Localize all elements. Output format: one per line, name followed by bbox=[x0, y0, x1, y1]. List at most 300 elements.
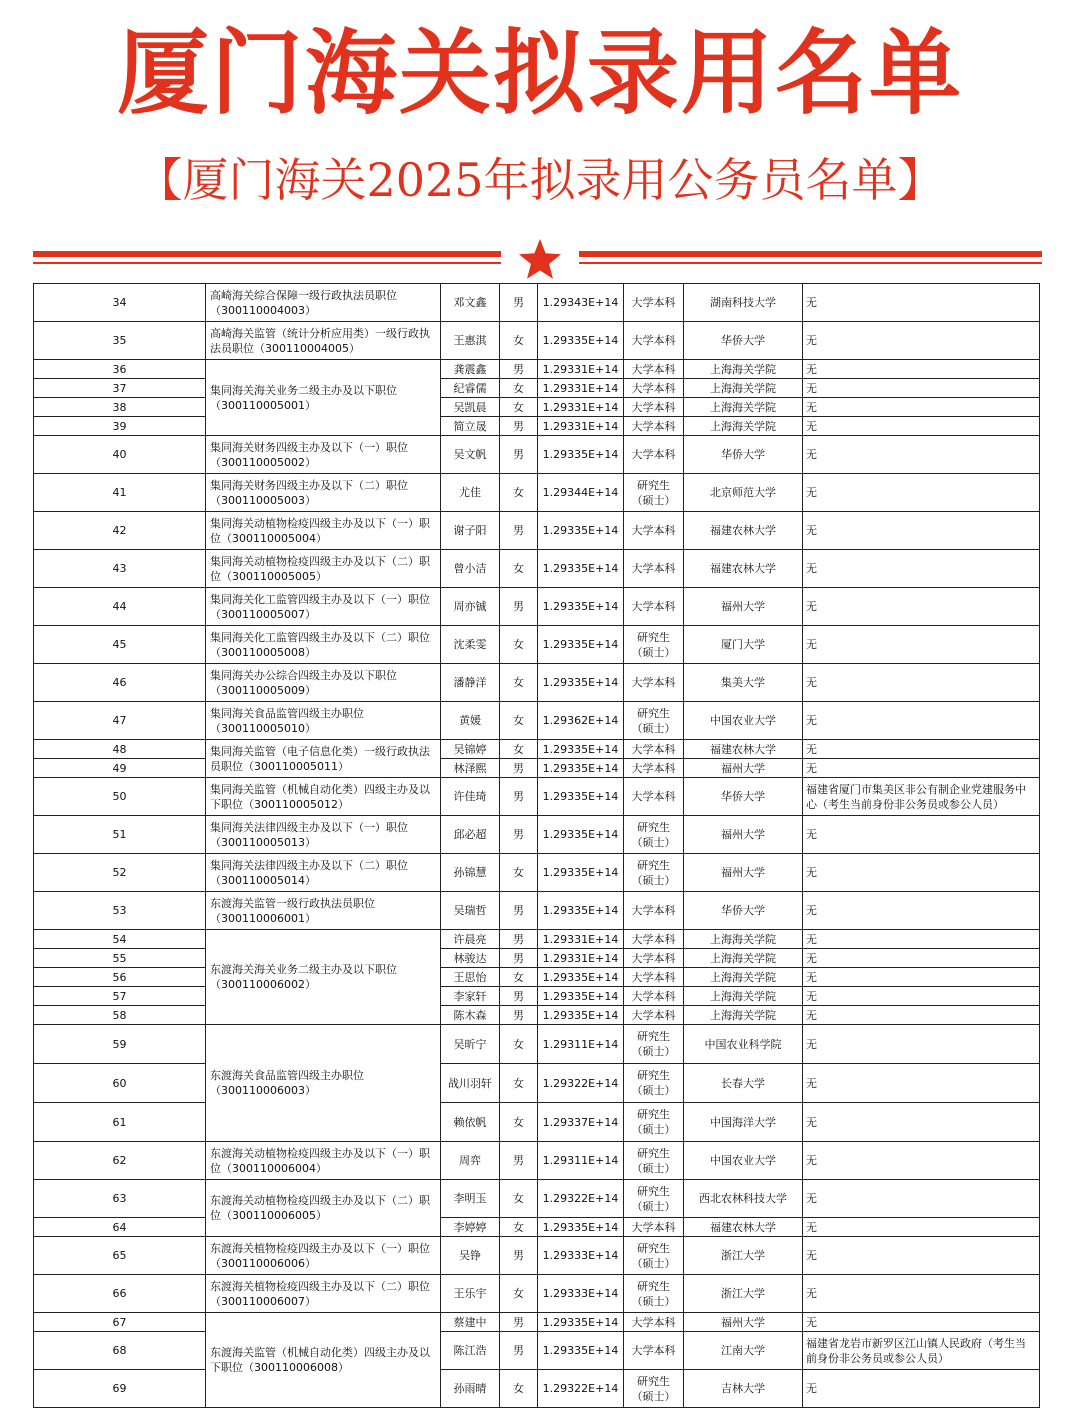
table-row bbox=[34, 1064, 1040, 1103]
gender-cell: 男 bbox=[500, 588, 538, 626]
name-cell: 周亦铖 bbox=[441, 588, 500, 626]
school-cell: 中国海洋大学 bbox=[684, 1103, 803, 1142]
note-cell: 无 bbox=[803, 1180, 1040, 1218]
note-cell: 无 bbox=[803, 512, 1040, 550]
table-row bbox=[34, 816, 1040, 854]
position-cell: 集同海关监管（机械自动化类）四级主办及以下职位（300110005012） bbox=[206, 778, 441, 816]
exam-id-cell: 1.29343E+14 bbox=[538, 284, 624, 322]
gender-cell: 女 bbox=[500, 550, 538, 588]
row-number-cell: 37 bbox=[34, 379, 206, 398]
table-row bbox=[34, 436, 1040, 474]
gender-cell: 女 bbox=[500, 1180, 538, 1218]
position-cell: 东渡海关海关业务二级主办及以下职位（300110006002） bbox=[206, 930, 441, 1025]
name-cell: 曾小洁 bbox=[441, 550, 500, 588]
row-number-cell: 36 bbox=[34, 360, 206, 379]
table-row bbox=[34, 854, 1040, 892]
table-row bbox=[34, 322, 1040, 360]
position-cell: 高崎海关监管（统计分析应用类）一级行政执法员职位（300110004005） bbox=[206, 322, 441, 360]
note-cell: 无 bbox=[803, 550, 1040, 588]
row-number-cell: 45 bbox=[34, 626, 206, 664]
gender-cell: 男 bbox=[500, 512, 538, 550]
school-cell: 上海海关学院 bbox=[684, 1006, 803, 1025]
name-cell: 战川羽轩 bbox=[441, 1064, 500, 1103]
education-cell: 研究生（硕士） bbox=[624, 1025, 684, 1064]
position-cell: 集同海关食品监管四级主办职位（300110005010） bbox=[206, 702, 441, 740]
school-cell: 福州大学 bbox=[684, 588, 803, 626]
exam-id-cell: 1.29335E+14 bbox=[538, 436, 624, 474]
row-number-cell: 42 bbox=[34, 512, 206, 550]
position-cell: 东渡海关植物检疫四级主办及以下（一）职位（300110006006） bbox=[206, 1237, 441, 1275]
position-cell: 东渡海关动植物检疫四级主办及以下（一）职位（300110006004） bbox=[206, 1142, 441, 1180]
exam-id-cell: 1.29335E+14 bbox=[538, 892, 624, 930]
gender-cell: 女 bbox=[500, 322, 538, 360]
exam-id-cell: 1.29335E+14 bbox=[538, 322, 624, 360]
table-row bbox=[34, 1142, 1040, 1180]
gender-cell: 男 bbox=[500, 1006, 538, 1025]
row-number-cell: 65 bbox=[34, 1237, 206, 1275]
name-cell: 吴凯晨 bbox=[441, 398, 500, 417]
education-cell: 大学本科 bbox=[624, 778, 684, 816]
school-cell: 华侨大学 bbox=[684, 778, 803, 816]
row-number-cell: 55 bbox=[34, 949, 206, 968]
table-row bbox=[34, 588, 1040, 626]
table-row bbox=[34, 1006, 1040, 1025]
school-cell: 北京师范大学 bbox=[684, 474, 803, 512]
name-cell: 许佳琦 bbox=[441, 778, 500, 816]
gender-cell: 男 bbox=[500, 892, 538, 930]
position-cell: 集同海关财务四级主办及以下（二）职位（300110005003） bbox=[206, 474, 441, 512]
table-row bbox=[34, 417, 1040, 436]
position-cell: 集同海关法律四级主办及以下（二）职位（300110005014） bbox=[206, 854, 441, 892]
gender-cell: 女 bbox=[500, 1103, 538, 1142]
exam-id-cell: 1.29335E+14 bbox=[538, 1006, 624, 1025]
note-cell: 无 bbox=[803, 740, 1040, 759]
row-number-cell: 43 bbox=[34, 550, 206, 588]
note-cell: 无 bbox=[803, 816, 1040, 854]
gender-cell: 女 bbox=[500, 1064, 538, 1103]
exam-id-cell: 1.29322E+14 bbox=[538, 1180, 624, 1218]
exam-id-cell: 1.29331E+14 bbox=[538, 417, 624, 436]
exam-id-cell: 1.29335E+14 bbox=[538, 854, 624, 892]
position-cell: 集同海关财务四级主办及以下（一）职位（300110005002） bbox=[206, 436, 441, 474]
note-cell: 无 bbox=[803, 1218, 1040, 1237]
exam-id-cell: 1.29362E+14 bbox=[538, 702, 624, 740]
exam-id-cell: 1.29335E+14 bbox=[538, 740, 624, 759]
education-cell: 大学本科 bbox=[624, 759, 684, 778]
name-cell: 王惠淇 bbox=[441, 322, 500, 360]
position-cell: 集同海关动植物检疫四级主办及以下（一）职位（300110005004） bbox=[206, 512, 441, 550]
school-cell: 福建农林大学 bbox=[684, 550, 803, 588]
row-number-cell: 60 bbox=[34, 1064, 206, 1103]
school-cell: 浙江大学 bbox=[684, 1275, 803, 1313]
education-cell: 大学本科 bbox=[624, 512, 684, 550]
education-cell: 大学本科 bbox=[624, 417, 684, 436]
education-cell: 大学本科 bbox=[624, 664, 684, 702]
table-row bbox=[34, 759, 1040, 778]
table-row bbox=[34, 550, 1040, 588]
row-number-cell: 39 bbox=[34, 417, 206, 436]
education-cell: 研究生（硕士） bbox=[624, 1275, 684, 1313]
star-icon bbox=[519, 239, 561, 279]
note-cell: 无 bbox=[803, 702, 1040, 740]
name-cell: 林骏达 bbox=[441, 949, 500, 968]
star-divider bbox=[0, 236, 1080, 286]
table-row bbox=[34, 1237, 1040, 1275]
school-cell: 福建农林大学 bbox=[684, 740, 803, 759]
row-number-cell: 44 bbox=[34, 588, 206, 626]
school-cell: 上海海关学院 bbox=[684, 949, 803, 968]
school-cell: 上海海关学院 bbox=[684, 379, 803, 398]
education-cell: 大学本科 bbox=[624, 740, 684, 759]
gender-cell: 男 bbox=[500, 1142, 538, 1180]
page-subtitle: 【厦门海关2025年拟录用公务员名单】 bbox=[136, 153, 944, 207]
exam-id-cell: 1.29335E+14 bbox=[538, 1218, 624, 1237]
gender-cell: 男 bbox=[500, 1237, 538, 1275]
education-cell: 研究生（硕士） bbox=[624, 1370, 684, 1408]
exam-id-cell: 1.29311E+14 bbox=[538, 1142, 624, 1180]
school-cell: 华侨大学 bbox=[684, 322, 803, 360]
name-cell: 谢子阳 bbox=[441, 512, 500, 550]
table-row bbox=[34, 474, 1040, 512]
education-cell: 大学本科 bbox=[624, 968, 684, 987]
education-cell: 研究生（硕士） bbox=[624, 702, 684, 740]
position-cell: 集同海关动植物检疫四级主办及以下（二）职位（300110005005） bbox=[206, 550, 441, 588]
table-row bbox=[34, 702, 1040, 740]
school-cell: 福州大学 bbox=[684, 854, 803, 892]
education-cell: 研究生（硕士） bbox=[624, 1103, 684, 1142]
note-cell: 无 bbox=[803, 398, 1040, 417]
gender-cell: 男 bbox=[500, 930, 538, 949]
row-number-cell: 40 bbox=[34, 436, 206, 474]
name-cell: 王乐宇 bbox=[441, 1275, 500, 1313]
table-row bbox=[34, 949, 1040, 968]
row-number-cell: 58 bbox=[34, 1006, 206, 1025]
education-cell: 大学本科 bbox=[624, 550, 684, 588]
table-row bbox=[34, 778, 1040, 816]
gender-cell: 女 bbox=[500, 1218, 538, 1237]
note-cell: 无 bbox=[803, 379, 1040, 398]
exam-id-cell: 1.29344E+14 bbox=[538, 474, 624, 512]
row-number-cell: 62 bbox=[34, 1142, 206, 1180]
table-row bbox=[34, 740, 1040, 759]
table-row bbox=[34, 664, 1040, 702]
note-cell: 无 bbox=[803, 987, 1040, 1006]
exam-id-cell: 1.29333E+14 bbox=[538, 1275, 624, 1313]
note-cell: 无 bbox=[803, 759, 1040, 778]
school-cell: 福州大学 bbox=[684, 1313, 803, 1332]
position-cell: 集同海关监管（电子信息化类）一级行政执法员职位（300110005011） bbox=[206, 740, 441, 778]
row-number-cell: 66 bbox=[34, 1275, 206, 1313]
row-number-cell: 54 bbox=[34, 930, 206, 949]
page-title: 厦门海关拟录用名单 bbox=[116, 19, 963, 127]
education-cell: 大学本科 bbox=[624, 379, 684, 398]
name-cell: 龚震鑫 bbox=[441, 360, 500, 379]
position-cell: 集同海关化工监管四级主办及以下（二）职位（300110005008） bbox=[206, 626, 441, 664]
exam-id-cell: 1.29335E+14 bbox=[538, 987, 624, 1006]
name-cell: 李家轩 bbox=[441, 987, 500, 1006]
row-number-cell: 57 bbox=[34, 987, 206, 1006]
note-cell: 无 bbox=[803, 360, 1040, 379]
school-cell: 上海海关学院 bbox=[684, 968, 803, 987]
name-cell: 邓文鑫 bbox=[441, 284, 500, 322]
gender-cell: 男 bbox=[500, 360, 538, 379]
education-cell: 研究生（硕士） bbox=[624, 854, 684, 892]
table-row bbox=[34, 930, 1040, 949]
exam-id-cell: 1.29335E+14 bbox=[538, 588, 624, 626]
table-row bbox=[34, 968, 1040, 987]
education-cell: 大学本科 bbox=[624, 360, 684, 379]
name-cell: 黄媛 bbox=[441, 702, 500, 740]
gender-cell: 男 bbox=[500, 816, 538, 854]
note-cell: 无 bbox=[803, 626, 1040, 664]
education-cell: 大学本科 bbox=[624, 892, 684, 930]
education-cell: 大学本科 bbox=[624, 930, 684, 949]
education-cell: 大学本科 bbox=[624, 284, 684, 322]
school-cell: 浙江大学 bbox=[684, 1237, 803, 1275]
note-cell: 无 bbox=[803, 1370, 1040, 1408]
school-cell: 江南大学 bbox=[684, 1332, 803, 1370]
school-cell: 厦门大学 bbox=[684, 626, 803, 664]
position-cell: 集同海关法律四级主办及以下（一）职位（300110005013） bbox=[206, 816, 441, 854]
exam-id-cell: 1.29331E+14 bbox=[538, 360, 624, 379]
name-cell: 孙雨晴 bbox=[441, 1370, 500, 1408]
education-cell: 大学本科 bbox=[624, 398, 684, 417]
row-number-cell: 61 bbox=[34, 1103, 206, 1142]
row-number-cell: 52 bbox=[34, 854, 206, 892]
gender-cell: 男 bbox=[500, 436, 538, 474]
exam-id-cell: 1.29337E+14 bbox=[538, 1103, 624, 1142]
gender-cell: 女 bbox=[500, 664, 538, 702]
table-row bbox=[34, 379, 1040, 398]
row-number-cell: 67 bbox=[34, 1313, 206, 1332]
education-cell: 大学本科 bbox=[624, 1332, 684, 1370]
gender-cell: 女 bbox=[500, 854, 538, 892]
position-cell: 东渡海关植物检疫四级主办及以下（二）职位（300110006007） bbox=[206, 1275, 441, 1313]
school-cell: 湖南科技大学 bbox=[684, 284, 803, 322]
row-number-cell: 48 bbox=[34, 740, 206, 759]
exam-id-cell: 1.29335E+14 bbox=[538, 778, 624, 816]
education-cell: 研究生（硕士） bbox=[624, 626, 684, 664]
gender-cell: 男 bbox=[500, 987, 538, 1006]
name-cell: 林泽熙 bbox=[441, 759, 500, 778]
school-cell: 上海海关学院 bbox=[684, 360, 803, 379]
exam-id-cell: 1.29322E+14 bbox=[538, 1370, 624, 1408]
row-number-cell: 64 bbox=[34, 1218, 206, 1237]
note-cell: 无 bbox=[803, 1142, 1040, 1180]
name-cell: 李明玉 bbox=[441, 1180, 500, 1218]
table-row bbox=[34, 626, 1040, 664]
education-cell: 大学本科 bbox=[624, 588, 684, 626]
school-cell: 福建农林大学 bbox=[684, 512, 803, 550]
gender-cell: 男 bbox=[500, 759, 538, 778]
position-cell: 东渡海关食品监管四级主办职位（300110006003） bbox=[206, 1025, 441, 1142]
table-row bbox=[34, 892, 1040, 930]
name-cell: 陈江浩 bbox=[441, 1332, 500, 1370]
row-number-cell: 68 bbox=[34, 1332, 206, 1370]
note-cell: 无 bbox=[803, 1064, 1040, 1103]
gender-cell: 女 bbox=[500, 1025, 538, 1064]
gender-cell: 女 bbox=[500, 474, 538, 512]
row-number-cell: 49 bbox=[34, 759, 206, 778]
position-cell: 集同海关化工监管四级主办及以下（一）职位（300110005007） bbox=[206, 588, 441, 626]
note-cell: 无 bbox=[803, 854, 1040, 892]
exam-id-cell: 1.29335E+14 bbox=[538, 1313, 624, 1332]
education-cell: 大学本科 bbox=[624, 949, 684, 968]
gender-cell: 女 bbox=[500, 968, 538, 987]
name-cell: 孙锦慧 bbox=[441, 854, 500, 892]
row-number-cell: 41 bbox=[34, 474, 206, 512]
school-cell: 长春大学 bbox=[684, 1064, 803, 1103]
hire-list-table bbox=[33, 283, 1039, 1408]
education-cell: 大学本科 bbox=[624, 987, 684, 1006]
row-number-cell: 47 bbox=[34, 702, 206, 740]
school-cell: 西北农林科技大学 bbox=[684, 1180, 803, 1218]
gender-cell: 男 bbox=[500, 1332, 538, 1370]
name-cell: 沈柔雯 bbox=[441, 626, 500, 664]
row-number-cell: 53 bbox=[34, 892, 206, 930]
exam-id-cell: 1.29335E+14 bbox=[538, 512, 624, 550]
school-cell: 华侨大学 bbox=[684, 892, 803, 930]
row-number-cell: 38 bbox=[34, 398, 206, 417]
gender-cell: 男 bbox=[500, 778, 538, 816]
school-cell: 上海海关学院 bbox=[684, 987, 803, 1006]
name-cell: 陈木森 bbox=[441, 1006, 500, 1025]
education-cell: 研究生（硕士） bbox=[624, 1064, 684, 1103]
table-row bbox=[34, 1218, 1040, 1237]
school-cell: 华侨大学 bbox=[684, 436, 803, 474]
row-number-cell: 59 bbox=[34, 1025, 206, 1064]
table-row bbox=[34, 398, 1040, 417]
education-cell: 研究生（硕士） bbox=[624, 1180, 684, 1218]
position-cell: 东渡海关监管（机械自动化类）四级主办及以下职位（300110006008） bbox=[206, 1313, 441, 1408]
name-cell: 吴昕宁 bbox=[441, 1025, 500, 1064]
divider-line-right-bottom bbox=[579, 262, 1042, 264]
school-cell: 吉林大学 bbox=[684, 1370, 803, 1408]
note-cell: 无 bbox=[803, 1103, 1040, 1142]
education-cell: 研究生（硕士） bbox=[624, 1142, 684, 1180]
note-cell: 无 bbox=[803, 1006, 1040, 1025]
note-cell: 无 bbox=[803, 322, 1040, 360]
row-number-cell: 69 bbox=[34, 1370, 206, 1408]
table-row bbox=[34, 1313, 1040, 1332]
education-cell: 大学本科 bbox=[624, 1006, 684, 1025]
note-cell: 无 bbox=[803, 436, 1040, 474]
divider-line-left-top bbox=[33, 251, 501, 257]
row-number-cell: 56 bbox=[34, 968, 206, 987]
note-cell: 无 bbox=[803, 1275, 1040, 1313]
name-cell: 尤佳 bbox=[441, 474, 500, 512]
row-number-cell: 63 bbox=[34, 1180, 206, 1218]
note-cell: 无 bbox=[803, 892, 1040, 930]
table-row bbox=[34, 987, 1040, 1006]
row-number-cell: 51 bbox=[34, 816, 206, 854]
name-cell: 蔡建中 bbox=[441, 1313, 500, 1332]
school-cell: 中国农业大学 bbox=[684, 702, 803, 740]
name-cell: 赖依帆 bbox=[441, 1103, 500, 1142]
exam-id-cell: 1.29335E+14 bbox=[538, 968, 624, 987]
table-row bbox=[34, 284, 1040, 322]
name-cell: 纪睿儒 bbox=[441, 379, 500, 398]
row-number-cell: 46 bbox=[34, 664, 206, 702]
school-cell: 福州大学 bbox=[684, 759, 803, 778]
exam-id-cell: 1.29331E+14 bbox=[538, 398, 624, 417]
exam-id-cell: 1.29335E+14 bbox=[538, 550, 624, 588]
table-row bbox=[34, 1025, 1040, 1064]
education-cell: 大学本科 bbox=[624, 1313, 684, 1332]
note-cell: 福建省龙岩市新罗区江山镇人民政府（考生当前身份非公务员或参公人员） bbox=[803, 1332, 1040, 1370]
table-row bbox=[34, 1180, 1040, 1218]
table-row bbox=[34, 360, 1040, 379]
name-cell: 潘静洋 bbox=[441, 664, 500, 702]
school-cell: 福州大学 bbox=[684, 816, 803, 854]
name-cell: 李婷婷 bbox=[441, 1218, 500, 1237]
position-cell: 东渡海关动植物检疫四级主办及以下（二）职位（300110006005） bbox=[206, 1180, 441, 1237]
education-cell: 大学本科 bbox=[624, 1218, 684, 1237]
position-cell: 集同海关办公综合四级主办及以下职位（300110005009） bbox=[206, 664, 441, 702]
note-cell: 无 bbox=[803, 588, 1040, 626]
exam-id-cell: 1.29331E+14 bbox=[538, 379, 624, 398]
table-row bbox=[34, 1332, 1040, 1370]
name-cell: 吴文帆 bbox=[441, 436, 500, 474]
school-cell: 上海海关学院 bbox=[684, 417, 803, 436]
exam-id-cell: 1.29335E+14 bbox=[538, 626, 624, 664]
table-row bbox=[34, 1370, 1040, 1408]
school-cell: 上海海关学院 bbox=[684, 930, 803, 949]
school-cell: 中国农业大学 bbox=[684, 1142, 803, 1180]
school-cell: 福建农林大学 bbox=[684, 1218, 803, 1237]
table-row bbox=[34, 1103, 1040, 1142]
position-cell: 东渡海关监管一级行政执法员职位（300110006001） bbox=[206, 892, 441, 930]
note-cell: 无 bbox=[803, 474, 1040, 512]
gender-cell: 女 bbox=[500, 1370, 538, 1408]
exam-id-cell: 1.29335E+14 bbox=[538, 664, 624, 702]
gender-cell: 男 bbox=[500, 949, 538, 968]
gender-cell: 男 bbox=[500, 284, 538, 322]
gender-cell: 男 bbox=[500, 417, 538, 436]
education-cell: 大学本科 bbox=[624, 322, 684, 360]
name-cell: 吴铮 bbox=[441, 1237, 500, 1275]
table-row bbox=[34, 512, 1040, 550]
divider-line-right-top bbox=[579, 251, 1042, 257]
exam-id-cell: 1.29335E+14 bbox=[538, 816, 624, 854]
education-cell: 研究生（硕士） bbox=[624, 474, 684, 512]
note-cell: 福建省厦门市集美区非公有制企业党建服务中心（考生当前身份非公务员或参公人员） bbox=[803, 778, 1040, 816]
exam-id-cell: 1.29331E+14 bbox=[538, 949, 624, 968]
table-row bbox=[34, 1275, 1040, 1313]
position-cell: 集同海关海关业务二级主办及以下职位（300110005001） bbox=[206, 360, 441, 436]
school-cell: 上海海关学院 bbox=[684, 398, 803, 417]
divider-line-left-bottom bbox=[33, 262, 501, 264]
education-cell: 研究生（硕士） bbox=[624, 816, 684, 854]
gender-cell: 女 bbox=[500, 626, 538, 664]
note-cell: 无 bbox=[803, 417, 1040, 436]
education-cell: 大学本科 bbox=[624, 436, 684, 474]
education-cell: 研究生（硕士） bbox=[624, 1237, 684, 1275]
gender-cell: 女 bbox=[500, 702, 538, 740]
note-cell: 无 bbox=[803, 968, 1040, 987]
exam-id-cell: 1.29322E+14 bbox=[538, 1064, 624, 1103]
row-number-cell: 50 bbox=[34, 778, 206, 816]
name-cell: 简立晟 bbox=[441, 417, 500, 436]
row-number-cell: 34 bbox=[34, 284, 206, 322]
name-cell: 邱必超 bbox=[441, 816, 500, 854]
exam-id-cell: 1.29333E+14 bbox=[538, 1237, 624, 1275]
gender-cell: 女 bbox=[500, 398, 538, 417]
gender-cell: 男 bbox=[500, 1313, 538, 1332]
exam-id-cell: 1.29335E+14 bbox=[538, 759, 624, 778]
note-cell: 无 bbox=[803, 930, 1040, 949]
note-cell: 无 bbox=[803, 949, 1040, 968]
